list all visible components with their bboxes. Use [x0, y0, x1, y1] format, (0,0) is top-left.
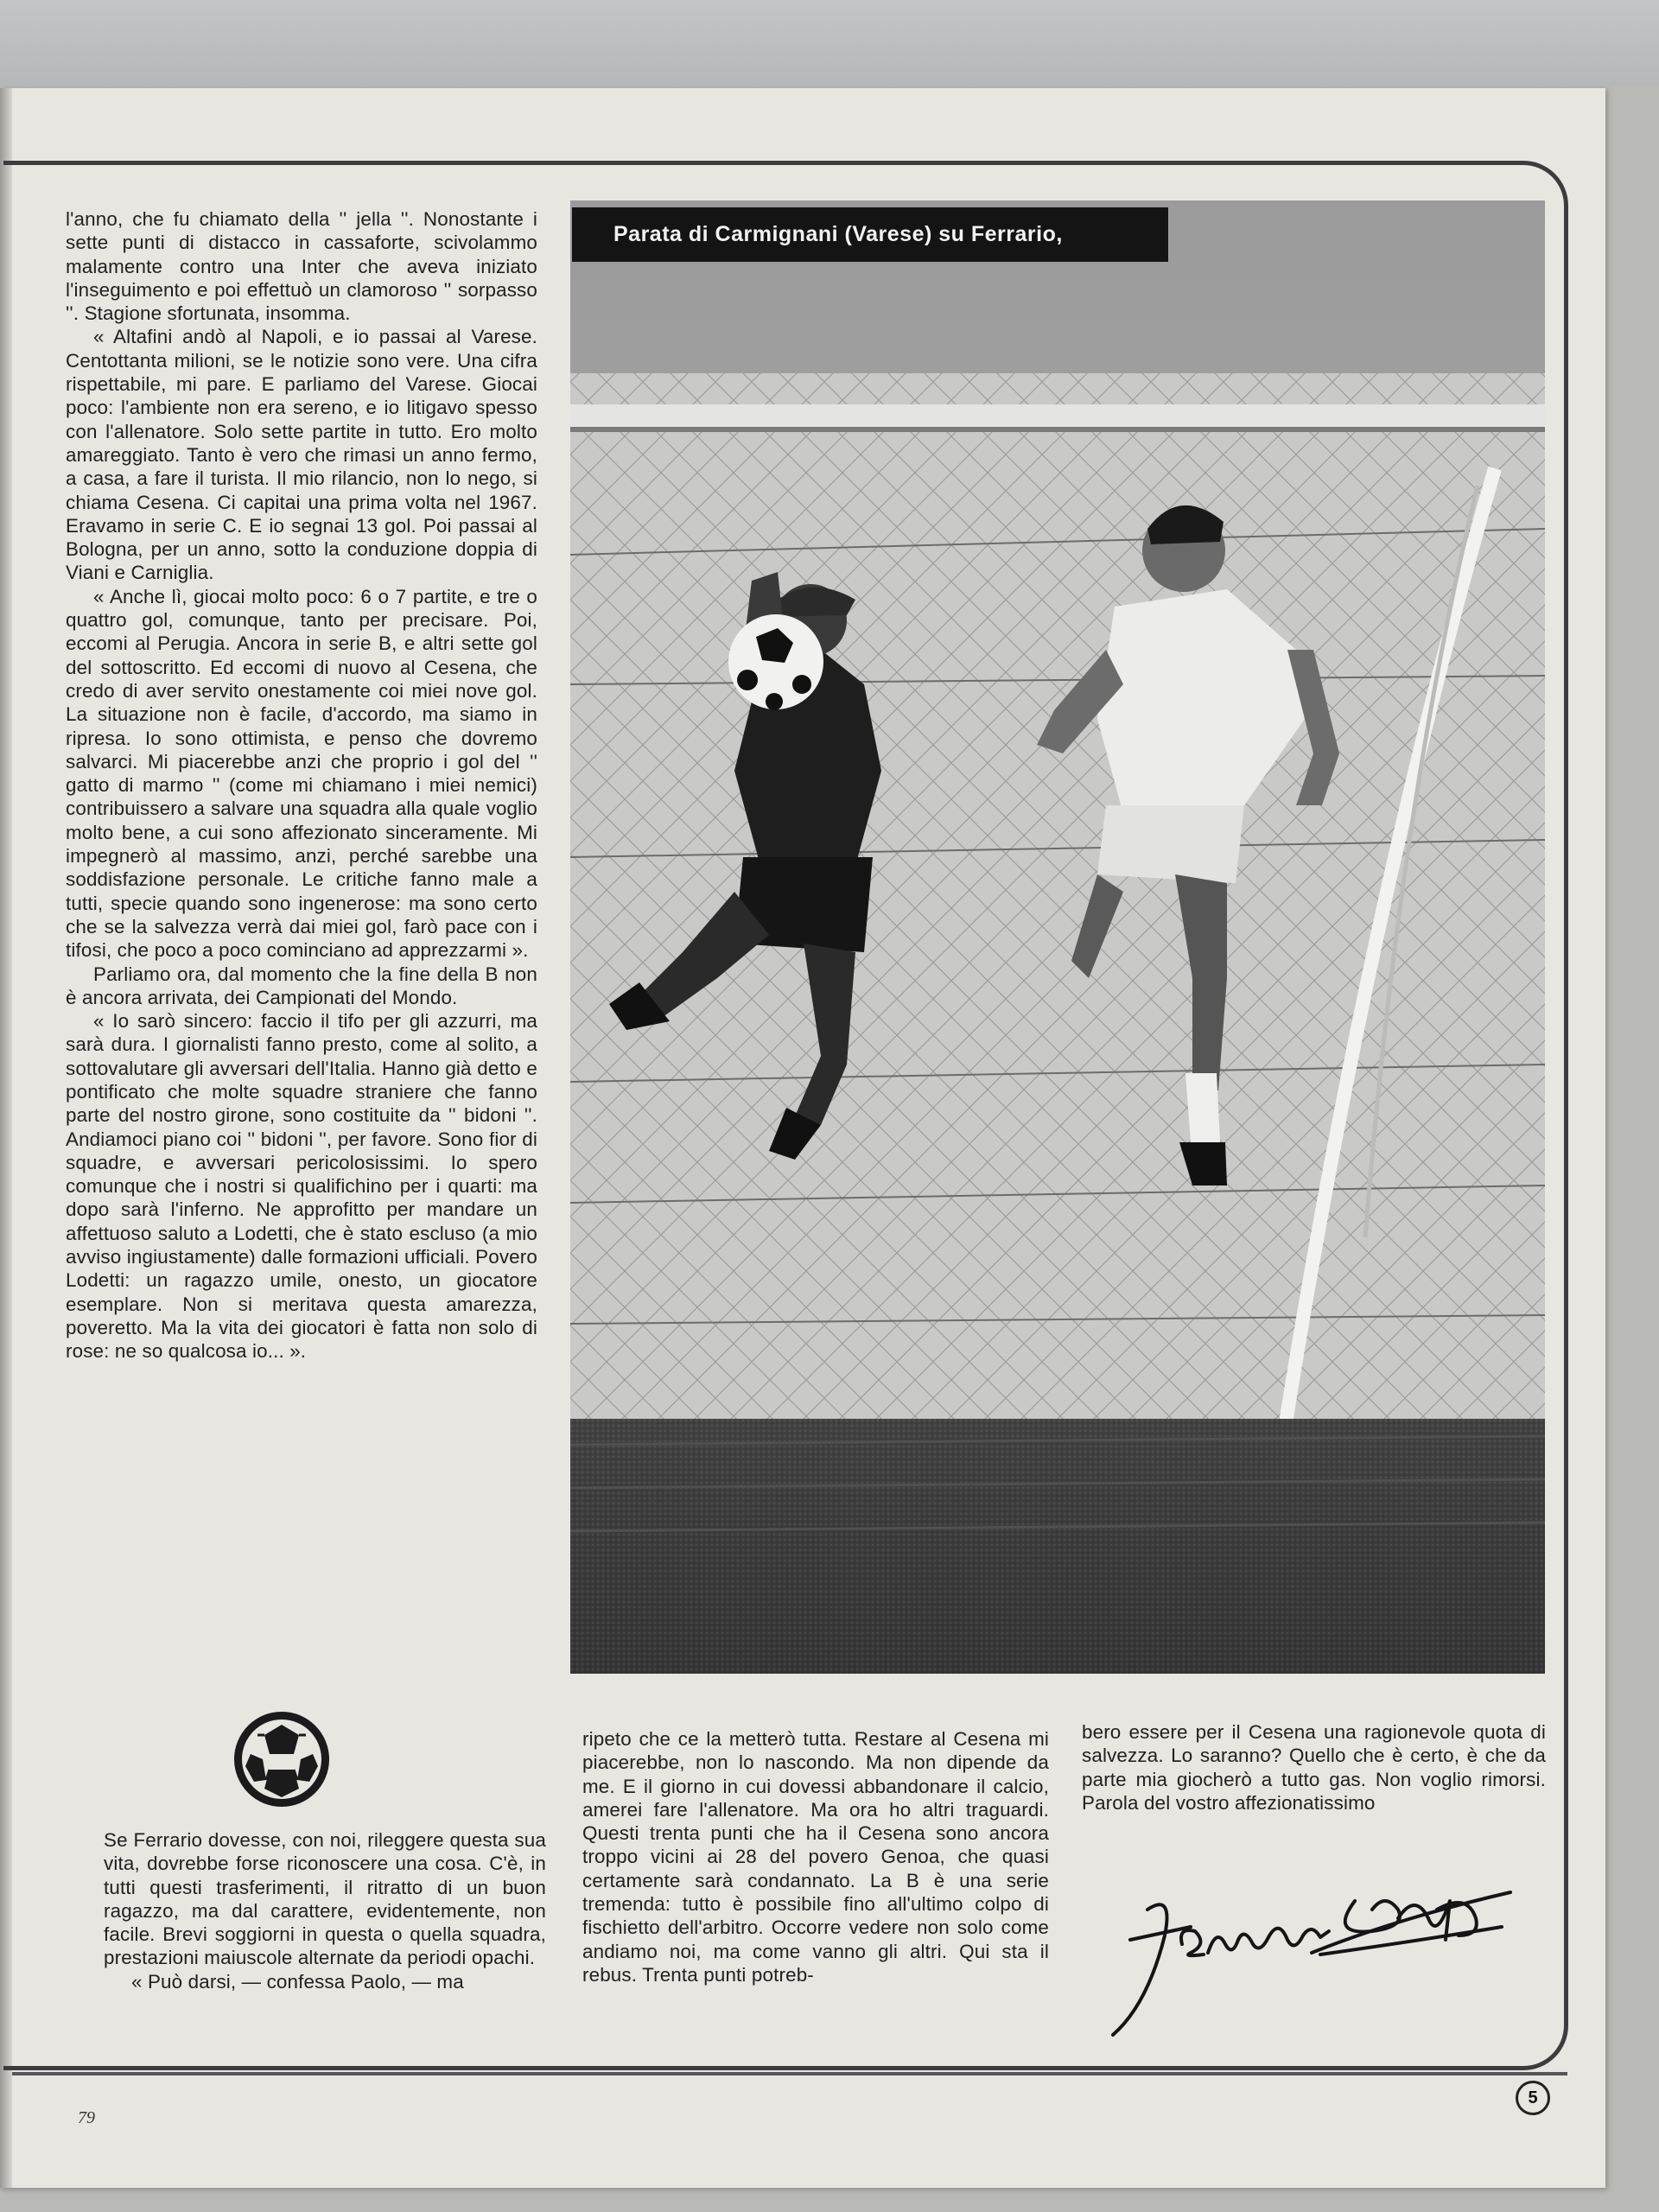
page-folio: 79: [78, 2108, 95, 2127]
paragraph: bero essere per il Cesena una ragionevole quota di salvezza. Lo saranno? Quello che è certo, è che da parte mia giocherò a tutto gas. Non voglio rimorsi. Parola del vostro affezionatissimo: [1082, 1721, 1546, 1814]
handwritten-signature: [1096, 1858, 1528, 2048]
football-emblem-icon: [232, 1709, 332, 1809]
page-number-badge: 5: [1516, 2081, 1550, 2115]
scan-background: [0, 0, 1659, 86]
paragraph: « Altafini andò al Napoli, e io passai al Varese. Centottanta milioni, se le notizie sono vere. Una cifra rispettabile, mi pare. E parliamo del Varese. Giocai poco: l'ambiente non era sereno, e io litigavo spesso con l'allenatore. Solo sette partite in tutto. Ero molto amareggiato. Tanto è vero che rimasi un anno fermo, a casa, a fare il turista. Il mio rilancio, non lo nego, si chiama Cesena. Ci capitai una prima volta nel 1967. Eravamo in serie C. E io segnai 13 gol. Poi passai al Bologna, per un anno, sotto la conduzione doppia di Viani e Carniglia.: [66, 326, 537, 584]
paragraph: « Può darsi, — confessa Paolo, — ma: [131, 1970, 464, 1993]
paragraph: Parliamo ora, dal momento che la fine della B non è ancora arrivata, dei Campionati del Mondo.: [66, 963, 537, 1008]
article-column-middle: [582, 1727, 1049, 1986]
article-column-right: [1082, 1720, 1546, 1815]
bottom-rule: [12, 2072, 1567, 2075]
paragraph: « Anche lì, giocai molto poco: 6 o 7 partite, e tre o quattro gol, comunque, tanto per precisare. Poi, eccomi al Perugia. Ancora in serie B, e altri sette gol del sottoscritto. Ed eccomi di nuovo al Cesena, che credo di aver servito onestamente coi miei nove gol. La situazione non è facile, d'accordo, ma siamo in ripresa. Io sono ottimista, e penso che dovremo salvarci. Mi piacerebbe anzi che proprio i gol del '' gatto di marmo '' (come mi chiamano i miei nemici) contribuissero a salvare una squadra alla quale voglio molto bene, a cui sono affezionato sinceramente. Mi impegnerò al massimo, anzi, perché sarebbe una soddisfazione personale. Le critiche fanno male a tutti, specie quando sono ingenerose: ma sono certo che se la salvezza verrà dai miei gol, farò pace con i tifosi, che poco a poco cominciano ad apprezzarmi ».: [66, 585, 537, 962]
photo-caption: Parata di Carmignani (Varese) su Ferrario,: [572, 207, 1168, 262]
paragraph: l'anno, che fu chiamato della '' jella ''. Nonostante i sette punti di distacco in cassaforte, scivolammo malamente contro una Inter che aveva iniziato l'inseguimento e poi effettuò un clamoroso '' sorpasso ''. Stagione sfortunata, insomma.: [66, 208, 537, 325]
article-column-left-top: [66, 207, 537, 1363]
article-column-left-bottom: [104, 1828, 546, 1993]
paragraph: Se Ferrario dovesse, con noi, rileggere questa sua vita, dovrebbe forse riconoscere una cosa. C'è, in tutti questi trasferimenti, il ritratto di un buon ragazzo, ma dal carattere, evidentemente, non facile. Brevi soggiorni in questa o quella squadra, prestazioni maiuscole alternate da periodi opachi.: [104, 1829, 546, 1969]
paragraph: « Io sarò sincero: faccio il tifo per gli azzurri, ma sarà dura. I giornalisti fanno presto, come al solito, a sottovalutare gli avversari dell'Italia. Hanno già detto e pontificato che molte squadre straniere che fanno parte del nostro girone, sono costituite da '' bidoni ''. Andiamoci piano coi '' bidoni '', per favore. Sono fior di squadre, e avversari pericolosissimi. Io spero comunque che i nostri si qualifichino per i quarti: ma dopo sarà l'inferno. Ne approfitto per mandare un affettuoso saluto a Lodetti, che è stato escluso (a mio avviso ingiustamente) dalle formazioni ufficiali. Povero Lodetti: un ragazzo umile, onesto, un giocatore esemplare. Non si meritava questa amarezza, poveretto. Ma la vita dei giocatori è fatta non solo di rose: ne so qualcosa io... ».: [66, 1010, 537, 1363]
match-photo: [570, 200, 1545, 1674]
paragraph: ripeto che ce la metterò tutta. Restare al Cesena mi piacerebbe, non lo nascondo. Ma non dipende da me. E il giorno in cui dovessi abbandonare il calcio, amerei fare l'allenatore. Ma ora ho altri traguardi. Questi trenta punti che ha il Cesena sono ancora troppo vicini ai 28 del povero Genoa, che quasi certamente sarà condannato. La B è una serie tremenda: tutto è possibile fino all'ultimo colpo di fischietto dell'arbitro. Occorre vedere non solo come andiamo noi, ma come vanno gli altri. Qui sta il rebus. Trenta punti potreb-: [582, 1728, 1049, 1986]
